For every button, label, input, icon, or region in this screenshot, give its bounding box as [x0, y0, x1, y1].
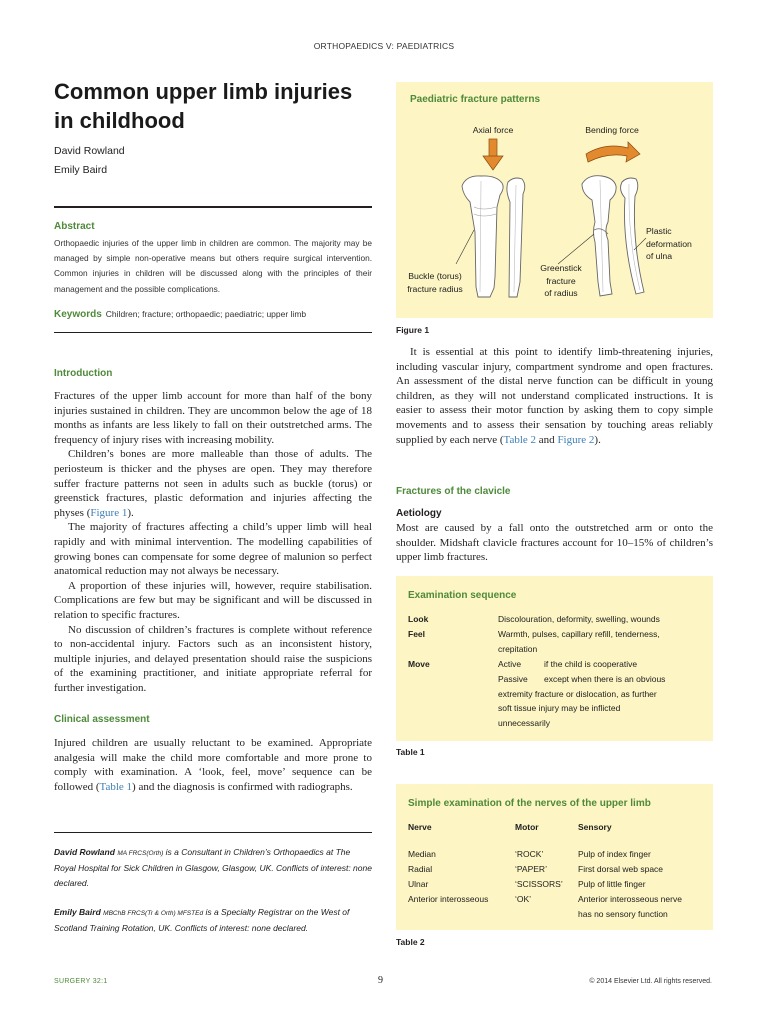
right-column-body [396, 345, 713, 447]
author-qualifications: MA FRCS(Orth) [117, 850, 164, 857]
author-note-name: David Rowland [54, 847, 115, 857]
abstract-divider [54, 332, 372, 333]
keywords-text: Children; fracture; orthopaedic; paediatric; upper limb [105, 309, 307, 319]
paragraph: Fractures of the upper limb account for more than half of the bony injuries sustained in children. They are uncommon below the age of 18 months as infants are less likely to fall on their outstretched arms. The frequency of injury rises with increasing mobility. [54, 390, 372, 446]
table-cell: ‘OK’ [515, 894, 532, 904]
subheading-aetiology: Aetiology [396, 508, 442, 519]
table-cell: Median [408, 849, 436, 859]
paragraph: No discussion of children’s fractures is complete without reference to non-accidental injury. Factors such as an inconsistent history, multiple injuries, and delayed presentation should raise the suspicions of the examining practitioner, and initiate appropriate referral for further investigation. [54, 623, 372, 694]
table-1-caption: Table 1 [396, 747, 425, 757]
author-qualifications: MBChB FRCS(Tr & Orth) MFSTEd [103, 910, 204, 917]
paragraph: It is essential at this point to identify limb-threatening injuries, including vascular injury, compartment syndrome and open fractures. An assessment of the distal nerve function can be difficult in young children, as they will not understand complicated instructions. It is easier to assess their motor function by asking them to copy simple movements and to assess their sensation by touching areas reliably supplied by each nerve (Table 2 and Figure 2). [396, 346, 713, 446]
author-note-rowland [54, 845, 372, 891]
table-key: Look [408, 614, 429, 624]
table-value: Warmth, pulses, capillary refill, tenderness, crepitation [498, 629, 660, 654]
paragraph: The majority of fractures affecting a child’s upper limb will heal rapidly and with minimal intervention. The modelling capabilities of growing bones can compensate for some degree of malunion so perfect anatomical reduction may not always be necessary. [54, 521, 372, 578]
figure-2-link[interactable]: Figure 2 [557, 433, 595, 446]
author-note-name: Emily Baird [54, 907, 101, 917]
paragraph: Injured children are usually reluctant to be examined. Appropriate analgesia will make the child more comfortable and more prone to comply with examination. A ‘look, feel, move’ sequence can be followed (Table 1) and the diagnosis is confirmed with radiographs. [54, 737, 372, 793]
paragraph: Children’s bones are more malleable than those of adults. The periosteum is thicker and the physes are open. They may therefore suffer fracture patterns not seen in adults such as buckle (torus) or greenstick fractures, plastic deformation and injuries affecting the physes (Figure 1). [54, 448, 372, 519]
table-cell: ‘PAPER’ [515, 864, 547, 874]
table-2-title: Simple examination of the nerves of the upper limb [408, 798, 651, 809]
column-header: Motor [515, 822, 539, 832]
buckle-fracture-bones [462, 176, 525, 297]
clinical-assessment-body [54, 736, 372, 794]
greenstick-label: Greenstick fracture of radius [540, 263, 582, 298]
keywords [54, 309, 372, 320]
buckle-label: Buckle (torus) fracture radius [407, 271, 463, 294]
table-cell: First dorsal web space [578, 864, 664, 874]
figure-title: Paediatric fracture patterns [410, 94, 541, 105]
title-line-1: Common upper limb injuries [54, 79, 353, 104]
keywords-label: Keywords [54, 309, 102, 320]
table-cell: Ulnar [408, 879, 429, 889]
aetiology-body [396, 521, 713, 565]
paragraph: Most are caused by a fall onto the outstretched arm or onto the shoulder. Midshaft clavicle fractures account for 10–15% of children’s upper limb fractures. [396, 522, 713, 564]
title-line-2: in childhood [54, 108, 185, 133]
table-cell: has no sensory function [578, 909, 668, 919]
journal-reference: SURGERY 32:1 [54, 978, 108, 985]
title-divider [54, 206, 372, 208]
table-2-caption: Table 2 [396, 937, 425, 947]
column-header: Nerve [408, 822, 432, 832]
table-key: Move [408, 659, 430, 669]
author-note-text: is a Consultant in Children’s Orthopaedics at The Royal Hospital for Sick Children in Glasgow, Glasgow, UK. Conflicts of interest: none declared. [54, 847, 372, 888]
introduction-body [54, 389, 372, 695]
table-value: Discolouration, deformity, swelling, wounds [498, 614, 660, 624]
author-note-baird [54, 905, 372, 936]
table-cell: Radial [408, 864, 433, 874]
axial-force-label: Axial force [472, 125, 514, 135]
abstract-heading: Abstract [54, 221, 95, 232]
copyright-notice: © 2014 Elsevier Ltd. All rights reserved. [589, 978, 712, 985]
table-cell: Anterior interosseous nerve [578, 894, 682, 904]
section-heading-introduction: Introduction [54, 368, 113, 379]
author-name: David Rowland [54, 145, 125, 157]
table-1-link[interactable]: Table 1 [99, 780, 133, 793]
table-cell: ‘ROCK’ [515, 849, 544, 859]
section-heading-clavicle: Fractures of the clavicle [396, 486, 511, 497]
running-head: ORTHOPAEDICS V: PAEDIATRICS [313, 41, 455, 51]
article-title [54, 77, 384, 135]
figure-1-link[interactable]: Figure 1 [90, 506, 128, 519]
table-value: Active if the child is cooperative Passive except when there is an obvious extremity fracture or dislocation, as further soft tissue injury may be inflicted unnecessarily [498, 659, 666, 729]
footnote-divider [54, 832, 372, 833]
table-1-title: Examination sequence [408, 590, 517, 601]
table-cell: Anterior interosseous [408, 894, 489, 904]
abstract-text: Orthopaedic injuries of the upper limb in children are common. The majority may be managed by simple non-operative means but others require surgical intervention. Common injuries in children will be discussed along with the principles of their management and the possible complications. [54, 238, 372, 294]
bending-force-label: Bending force [585, 125, 639, 135]
bending-arrow-icon [586, 142, 640, 162]
plastic-deformation-label: Plastic deformation of ulna [646, 226, 692, 261]
table-2-panel [396, 784, 713, 930]
table-key: Feel [408, 629, 426, 639]
table-2-link[interactable]: Table 2 [503, 433, 537, 446]
figure-1-panel [396, 82, 713, 318]
column-header: Sensory [578, 822, 612, 832]
section-heading-clinical-assessment: Clinical assessment [54, 714, 150, 725]
author-note-text: is a Specialty Registrar on the West of Scotland Training Rotation, UK. Conflicts of interest: none declared. [54, 907, 350, 933]
axial-arrow-icon [483, 139, 503, 170]
table-cell: Pulp of little finger [578, 879, 646, 889]
page-number: 9 [378, 975, 383, 986]
paragraph: A proportion of these injuries will, however, require stabilisation. Complications are few but may be significant and will be discussed in relation to specific fractures. [54, 579, 372, 621]
table-cell: Pulp of index finger [578, 849, 651, 859]
figure-1-caption: Figure 1 [396, 325, 430, 335]
table-1-panel [396, 576, 713, 741]
author-name: Emily Baird [54, 164, 108, 176]
table-cell: ‘SCISSORS’ [515, 879, 563, 889]
